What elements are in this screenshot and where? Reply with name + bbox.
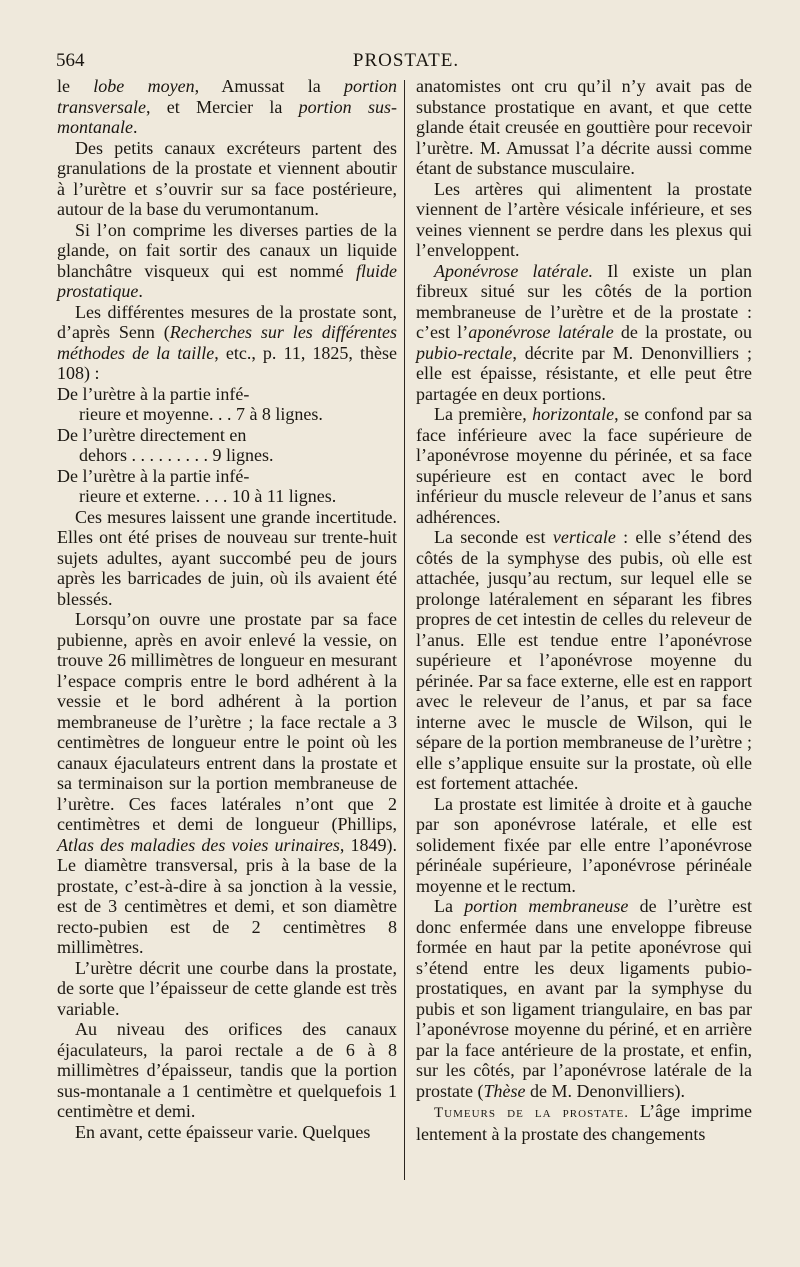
italic-phrase: Aponévrose latérale. [434,260,594,281]
italic-phrase: aponévrose latérale [468,322,614,342]
paragraph: La prostate est limitée à droite et à gauche par son aponévrose latérale, et elle est solidement fixée par elle entre l’aponévrose périnéale supérieure, l’aponévrose périnéale moyenne et le rectum. [416,793,752,896]
italic-phrase: fluide prostatique [57,260,397,301]
measure-entry [57,425,397,466]
left-column [57,76,397,1142]
measure-line: De l’urètre à la partie infé- [57,383,250,404]
italic-phrase: Recherches sur les différentes méthodes de la taille [57,322,398,363]
running-head [56,50,756,74]
italic-phrase: Atlas des maladies des voies urinaires [57,834,340,855]
measure-line: De l’urètre directement en [57,424,247,445]
paragraph: L’urètre décrit une courbe dans la prostate, de sorte que l’épaisseur de cette glande est très variable. [57,957,397,1019]
measure-line: dehors . . . . . . . . . 9 lignes. [79,445,274,465]
running-title: PROSTATE. [352,50,460,71]
paragraph: Des petits canaux excréteurs partent des granulations de la prostate et viennent aboutir à l’urètre et s’ouvrir sur sa face postérieure, autour de la base du verumontanum. [57,137,397,219]
paragraph: anatomistes ont cru qu’il n’y avait pas de substance prostatique en avant, et que cette glande était creusée en gouttière pour recevoir l’urètre. M. Amussat l’a décrite aussi comme étant de substance musculaire. [416,76,752,178]
italic-phrase: portion transversale [57,76,398,117]
paragraph: Au niveau des orifices des canaux éjaculateurs, la paroi rectale a de 6 à 8 millimètres d’épaisseur, tandis que la portion sus-montanale a 1 centimètre et quelquefois 1 centimètre et demi. [57,1019,397,1121]
italic-phrase: portion membraneuse [464,896,629,916]
measure-entry [57,466,397,507]
measure-line: rieure et externe. . . . 10 à 11 lignes. [79,486,337,506]
measure-line: rieure et moyenne. . . 7 à 8 lignes. [79,404,323,424]
italic-phrase: Thèse [483,1080,526,1101]
italic-phrase: horizontale [532,404,615,424]
paragraph: Ces mesures laissent une grande incertitude. Elles ont été prises de nouveau sur trente-huit sujets adultes, ayant succombé peu de jours après les barricades de juin, où ils avaient été blessés. [57,506,397,609]
paragraph: La portion membraneuse de l’urètre est donc enfermée dans une enveloppe fibreuse formée en haut par la petite aponévrose qui s’étend entre les deux ligaments pubio-prostatiques, en avant par la symphyse du pubis et son ligament triangulaire, en bas par l’aponévrose moyenne du périné, et en arrière par la face antérieure de la prostate, et enfin, sur les côtés, par l’aponévrose latérale de la prostate (Thèse de M. Denonvilliers). [416,896,753,1101]
paragraph: La première, horizontale, se confond par sa face inférieure avec la face supérieure de l’aponévrose moyenne du périnée, et sa face supérieure est en contact avec le bord inférieur du muscle releveur de l’anus et sans adhérences. [416,404,752,527]
paragraph: En avant, cette épaisseur varie. Quelques [75,1121,371,1142]
paragraph: Les artères qui alimentent la prostate viennent de l’artère vésicale inférieure, et ses veines viennent se perdre dans les plexus qui l’enveloppent. [416,178,752,260]
section-heading: Tumeurs de la prostate. [434,1105,629,1121]
measure-entry [57,384,397,425]
italic-phrase: verticale [552,527,616,547]
paragraph: le lobe moyen, Amussat la portion transversale, et Mercier la portion sus-montanale. [57,76,398,137]
paragraph: Les différentes mesures de la prostate sont, d’après Senn (Recherches sur les différentes méthodes de la taille, etc., p. 11, 1825, thèse 108) : [57,301,398,383]
paragraph: Aponévrose latérale. Il existe un plan fibreux situé sur les côtés de la portion membraneuse de l’urètre et de la prostate : c’est l’aponévrose latérale de la prostate, ou pubio-rectale, décrite par M. Denonvilliers ; elle est épaisse, résistante, et elle peut être partagée en deux portions. [416,260,752,404]
page-number: 564 [56,50,85,71]
column-divider [404,80,405,1180]
right-column [416,76,752,1144]
italic-phrase: pubio-rectale [416,342,513,363]
paragraph: Tumeurs de la prostate. L’âge imprime lentement à la prostate des changements [416,1101,752,1144]
italic-phrase: lobe moyen [93,76,195,96]
paragraph: La seconde est verticale : elle s’étend des côtés de la symphyse des pubis, où elle est attachée, jusqu’au rectum, sur lequel elle se prolonge latéralement en séparant les fibres propres de cet intestin de celles du releveur de l’anus. Elle est tendue entre l’aponévrose supérieure et l’aponévrose moyenne du périnée. Par sa face externe, elle est en rapport avec le releveur de l’anus, et par sa face interne avec le muscle de Wilson, qui le sépare de la portion membraneuse de l’urètre ; elle s’applique ensuite sur la prostate, où elle est fortement attachée. [416,527,752,793]
measure-line: De l’urètre à la partie infé- [57,465,250,486]
paragraph: Si l’on comprime les diverses parties de la glande, on fait sortir des canaux un liquide blanchâtre visqueux qui est nommé fluide prostatique. [57,219,397,301]
italic-phrase: portion sus-montanale [57,96,397,137]
paragraph: Lorsqu’on ouvre une prostate par sa face pubienne, après en avoir enlevé la vessie, on trouve 26 millimètres de longueur en mesurant l’espace compris entre le bord adhérent à la vessie et le bord adhérent à la portion membraneuse de l’urètre ; la face rectale a 3 centimètres de longueur entre le point où les canaux éjaculateurs entrent dans la prostate et sa terminaison sur la portion membraneuse de l’urètre. Ces faces latérales n’ont que 2 centimètres et demi de longueur (Phillips, Atlas des maladies des voies urinaires, 1849). Le diamètre transversal, pris à la base de la prostate, c’est-à-dire à sa jonction à la vessie, est de 3 centimètres et demi, et son diamètre recto-pubien est de 2 centimètres 8 millimètres. [57,609,397,957]
